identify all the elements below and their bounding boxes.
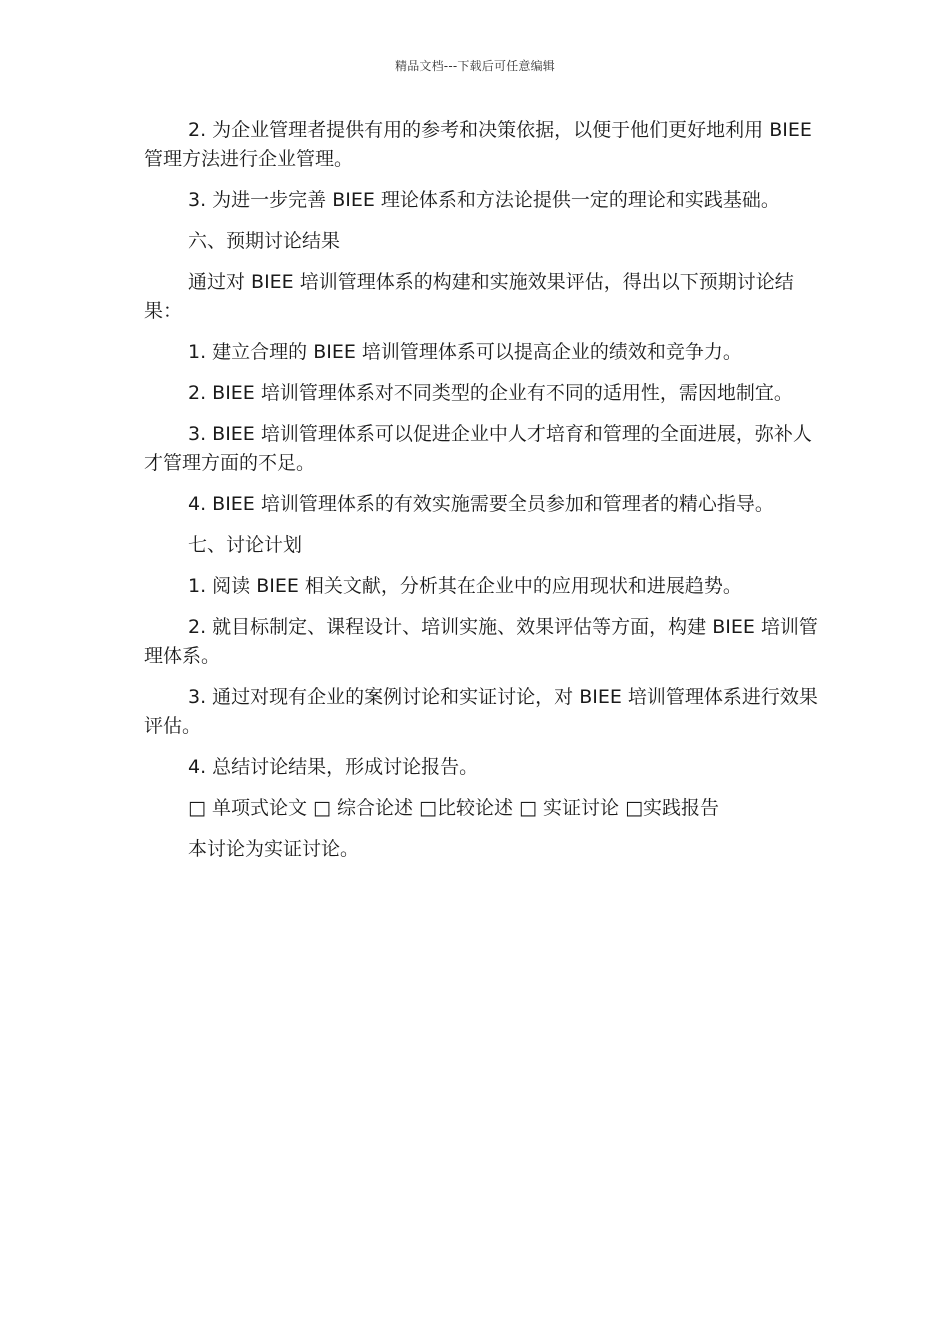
paragraph-paper-type-statement: 本讨论为实证讨论。 — [188, 838, 360, 860]
paper-type-checkboxes: □ 单项式论文 □ 综合论述 □比较论述 □ 实证讨论 □实践报告 — [188, 797, 720, 819]
paragraph-significance-3: 3. 为进一步完善 BIEE 理论体系和方法论提供一定的理论和实践基础。 — [188, 189, 780, 211]
paragraph-result-4: 4. BIEE 培训管理体系的有效实施需要全员参加和管理者的精心指导。 — [188, 493, 774, 515]
document-body — [144, 116, 820, 876]
section-heading-expected-results: 六、预期讨论结果 — [188, 230, 341, 252]
paragraph-plan-1: 1. 阅读 BIEE 相关文献，分析其在企业中的应用现状和进展趋势。 — [188, 575, 742, 597]
paragraph-result-1: 1. 建立合理的 BIEE 培训管理体系可以提高企业的绩效和竞争力。 — [188, 341, 742, 363]
paragraph-significance-2: 2. 为企业管理者提供有用的参考和决策依据，以便于他们更好地利用 BIEE 管理方法进行企业管理。 — [144, 119, 812, 170]
paragraph-result-2: 2. BIEE 培训管理体系对不同类型的企业有不同的适用性，需因地制宜。 — [188, 382, 793, 404]
section-heading-discussion-plan: 七、讨论计划 — [188, 534, 303, 556]
paragraph-result-3: 3. BIEE 培训管理体系可以促进企业中人才培育和管理的全面进展，弥补人才管理方面的不足。 — [144, 423, 812, 474]
paragraph-plan-4: 4. 总结讨论结果，形成讨论报告。 — [188, 756, 479, 778]
paragraph-plan-3: 3. 通过对现有企业的案例讨论和实证讨论，对 BIEE 培训管理体系进行效果评估。 — [144, 686, 818, 737]
paragraph-plan-2: 2. 就目标制定、课程设计、培训实施、效果评估等方面，构建 BIEE 培训管理体系。 — [144, 616, 818, 667]
paragraph-results-intro: 通过对 BIEE 培训管理体系的构建和实施效果评估，得出以下预期讨论结果： — [144, 271, 794, 322]
page-header: 精品文档---下载后可任意编辑 — [395, 59, 555, 73]
